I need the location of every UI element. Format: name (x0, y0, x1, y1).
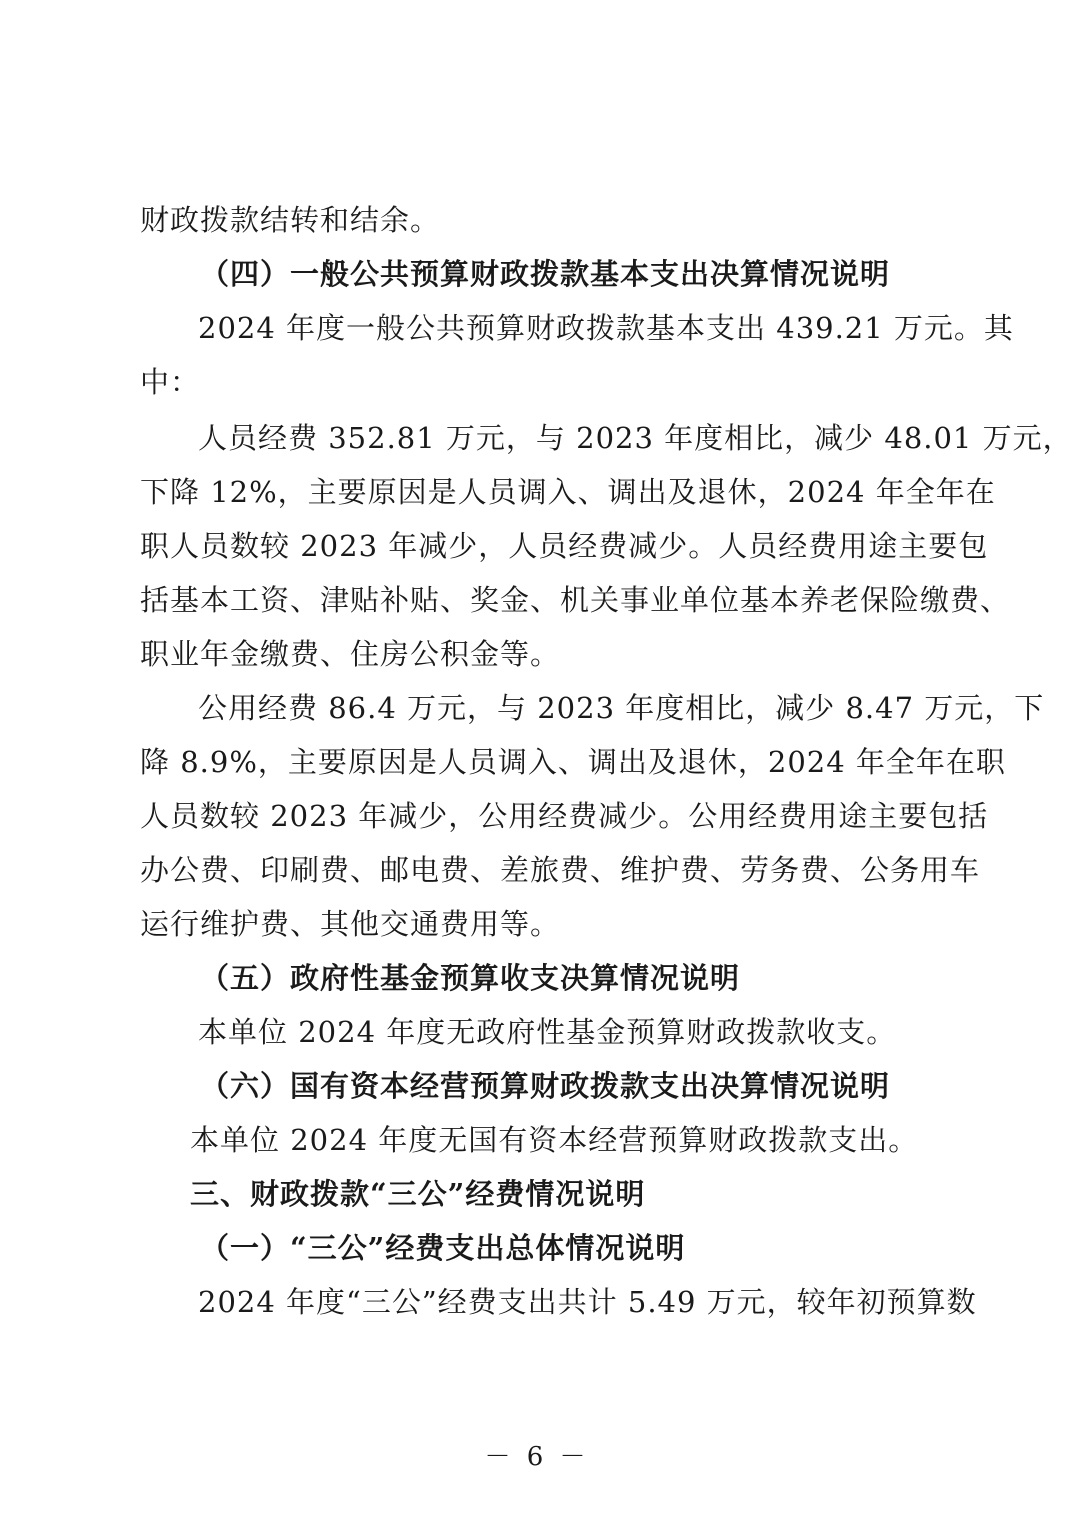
paragraph-line: 公用经费 86.4 万元，与 2023 年度相比，减少 8.47 万元，下 (198, 691, 1045, 725)
paragraph-line: 职人员数较 2023 年减少，人员经费减少。人员经费用途主要包 (140, 529, 989, 563)
section-heading-1: （一）“三公”经费支出总体情况说明 (200, 1231, 686, 1265)
paragraph-line: 人员经费 352.81 万元，与 2023 年度相比，减少 48.01 万元， (198, 421, 1073, 455)
chapter-heading-3: 三、财政拨款“三公”经费情况说明 (190, 1177, 646, 1211)
page-number: － 6 － (484, 1442, 590, 1472)
section-heading-6: （六）国有资本经营预算财政拨款支出决算情况说明 (200, 1069, 891, 1103)
paragraph-line: 运行维护费、其他交通费用等。 (140, 907, 561, 941)
paragraph-line: 2024 年度一般公共预算财政拨款基本支出 439.21 万元。其 (198, 311, 1014, 345)
paragraph-line: 财政拨款结转和结余。 (140, 203, 441, 237)
paragraph-line: 下降 12%，主要原因是人员调入、调出及退休，2024 年全年在 (140, 475, 996, 509)
paragraph-line: 本单位 2024 年度无政府性基金预算财政拨款收支。 (198, 1015, 897, 1049)
section-heading-5: （五）政府性基金预算收支决算情况说明 (200, 961, 741, 995)
paragraph-line: 2024 年度“三公”经费支出共计 5.49 万元，较年初预算数 (198, 1285, 977, 1319)
paragraph-line: 降 8.9%，主要原因是人员调入、调出及退休，2024 年全年在职 (140, 745, 1006, 779)
paragraph-line: 职业年金缴费、住房公积金等。 (140, 637, 561, 671)
section-heading-4: （四）一般公共预算财政拨款基本支出决算情况说明 (200, 257, 891, 291)
paragraph-line: 本单位 2024 年度无国有资本经营预算财政拨款支出。 (190, 1123, 919, 1157)
paragraph-line: 人员数较 2023 年减少，公用经费减少。公用经费用途主要包括 (140, 799, 989, 833)
paragraph-line: 办公费、印刷费、邮电费、差旅费、维护费、劳务费、公务用车 (140, 853, 981, 887)
paragraph-line: 括基本工资、津贴补贴、奖金、机关事业单位基本养老保险缴费、 (140, 583, 1011, 617)
paragraph-line: 中： (140, 365, 201, 399)
